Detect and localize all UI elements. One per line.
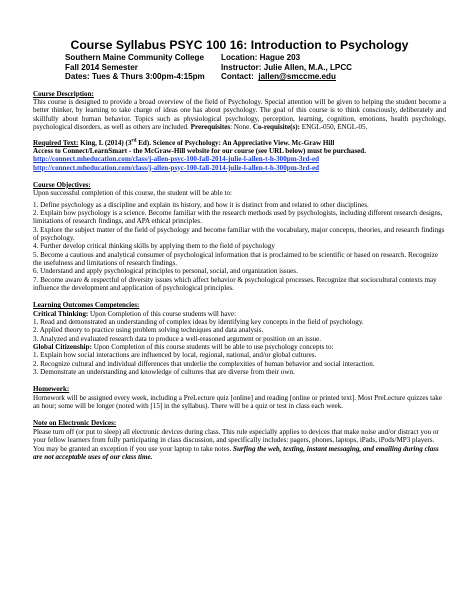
header-line-semester (33, 63, 446, 73)
college-name: Southern Maine Community College (65, 53, 204, 62)
critical-item: 3. Analyzed and evaluated research data to produce a well-reasoned argument or position on an issue. (33, 334, 322, 343)
contact-label: Contact: (221, 72, 254, 82)
global-citizenship-text: Upon Completion of this course students will be able to use psychology concepts to: (91, 343, 334, 352)
critical-thinking-text: Upon Completion of this course students will have: (88, 309, 237, 318)
course-url-link-1[interactable]: http://connect.mheducation.com/class/j-allen-psyc-100-fall-2014-julie-l-allen-t-h-300pm-3rd-ed (33, 155, 320, 164)
critical-item: 1. Read and demonstrated an understanding of complex ideas by identifying key concepts in the field of psychology. (33, 318, 364, 327)
book-citation-end: Ed). Science of Psychology: An Appreciative View. Mc-Graw Hill (136, 138, 335, 147)
class-dates: Dates: Tues & Thurs 3:00pm-4:15pm (65, 72, 205, 82)
prerequisites-value: : None. (230, 123, 252, 132)
homework-body: Homework will be assigned every week, including a PreLecture quiz [online] and reading [online or printed text]. Most PreLecture quizzes take an hour; some will be longer (noted with [15] in the syllabus). There will be a quiz or test in class each week. (33, 393, 442, 411)
url-line-1 (33, 155, 446, 163)
global-citizenship-label: Global Citizenship: (33, 343, 92, 352)
devices-heading: Note on Electronic Devices: (33, 419, 117, 428)
access-note: Access to Connect/LearnSmart - the McGraw-Hill website for our course (see URL below) must be purchased. (33, 146, 366, 155)
devices-emphasis: Surfing the web, texting, instant messaging, and emailing during class are not acceptable uses of our class time. (33, 444, 439, 461)
contact-email-link[interactable]: jallen@smccme.edu (258, 72, 336, 82)
required-text-label: Required Text: (33, 138, 79, 147)
section-outcomes (33, 301, 446, 376)
objective-item: 1. Define psychology as a discipline and explain its history, and how it is distinct from and related to other disciplines. (33, 200, 369, 209)
course-url-link-2[interactable]: http://connect.mheducation.com/class/j-allen-psyc-100-fall-2014-julie-l-allen-t-h-300pm-3rd-ed (33, 163, 320, 172)
section-description (33, 90, 446, 132)
url-line-2 (33, 164, 446, 172)
corequisites-label: Co-requisite(s): (252, 123, 300, 132)
description-heading: Course Description: (33, 89, 94, 98)
section-homework (33, 385, 446, 410)
edition-superscript: rd (131, 138, 137, 144)
instructor: Instructor: Julie Allen, M.A., LPCC (221, 62, 353, 72)
global-item: 1. Explain how social interactions are influenced by local, regional, national, and/or global cultures. (33, 351, 317, 360)
header-line-dates (33, 72, 446, 82)
devices-body (33, 428, 446, 461)
critical-item: 2. Applied theory to practice using problem solving techniques and data analysis. (33, 326, 264, 335)
section-objectives (33, 181, 446, 292)
class-location: Location: Hague 203 (221, 53, 301, 62)
prerequisites-label: Prerequisites (190, 123, 231, 132)
objectives-heading: Course Objectives: (33, 180, 91, 189)
objectives-intro: Upon successful completion of this course, the student will be able to: (33, 189, 232, 198)
outcomes-heading: Learning Outcomes Competencies: (33, 301, 140, 310)
section-devices (33, 419, 446, 461)
global-item: 3. Demonstrate an understanding and knowledge of cultures that are diverse from their own. (33, 368, 295, 377)
objective-item: 7. Become aware & respectful of diversity issues which affect behavior & psychological processes. Recognize that sociocultural contexts may influence the development and application of psychological principles. (33, 275, 437, 292)
objective-item: 2. Explain how psychology is a science. Become familiar with the research methods used by psychologists, including different research designs, limitations of research findings, and APA ethical principles. (33, 208, 443, 226)
objective-item: 6. Understand and apply psychological principles to personal, social, and organization issues. (33, 267, 298, 276)
global-citizenship-intro (33, 343, 446, 351)
document-title: Course Syllabus PSYC 100 16: Introduction to Psychology (70, 38, 409, 52)
book-citation-start: King, L (2014) (3 (78, 138, 132, 147)
objective-item: 5. Become a cautious and analytical consumer of psychological information that is proclaimed to be scientific or based on research. Recognize the usefulness and limitations of research findings. (33, 250, 438, 267)
critical-thinking-intro (33, 310, 446, 318)
header-line-college (33, 53, 446, 63)
semester: Fall 2014 Semester (65, 62, 138, 72)
critical-thinking-label: Critical Thinking: (33, 309, 89, 318)
description-body (33, 98, 446, 131)
global-item: 2. Recognize cultural and individual differences that underlie the complexities of human behavior and social interaction. (33, 359, 375, 368)
description-text: This course is designed to provide a broad overview of the field of Psychology. Special attention will be given to helping the student become a better thinker, by learning to take charge of ideas one has about psychology. The goal of this course is to think consciously, deliberately and skillfully about human behavior. Topics such as physiological psychology, perception, learning, cognition, emotions, health psychology, psychological disorders, as well as others are included. (33, 98, 446, 132)
required-text-line (33, 139, 446, 147)
objective-item: 4. Further develop critical thinking skills by applying them to the field of psychology (33, 242, 275, 251)
objective-item: 3. Explore the subject matter of the field of psychology and become familiar with the vocabulary, major concepts, theories, and research findings of psychology. (33, 225, 445, 242)
corequisites-value: ENGL-050, ENGL-05. (299, 123, 368, 132)
devices-text: Please turn off (or put to sleep) all electronic devices during class. This rule especially applies to devices that make noise and/or distract you or your fellow learners from fully participating in class discussion, and specifically includes: pagers, phones, laptops, iPads, iPods/MP3 players. You may be granted an exception if you use your laptop to take notes. (33, 427, 439, 453)
section-required-text (33, 139, 446, 172)
homework-heading: Homework: (33, 385, 70, 394)
